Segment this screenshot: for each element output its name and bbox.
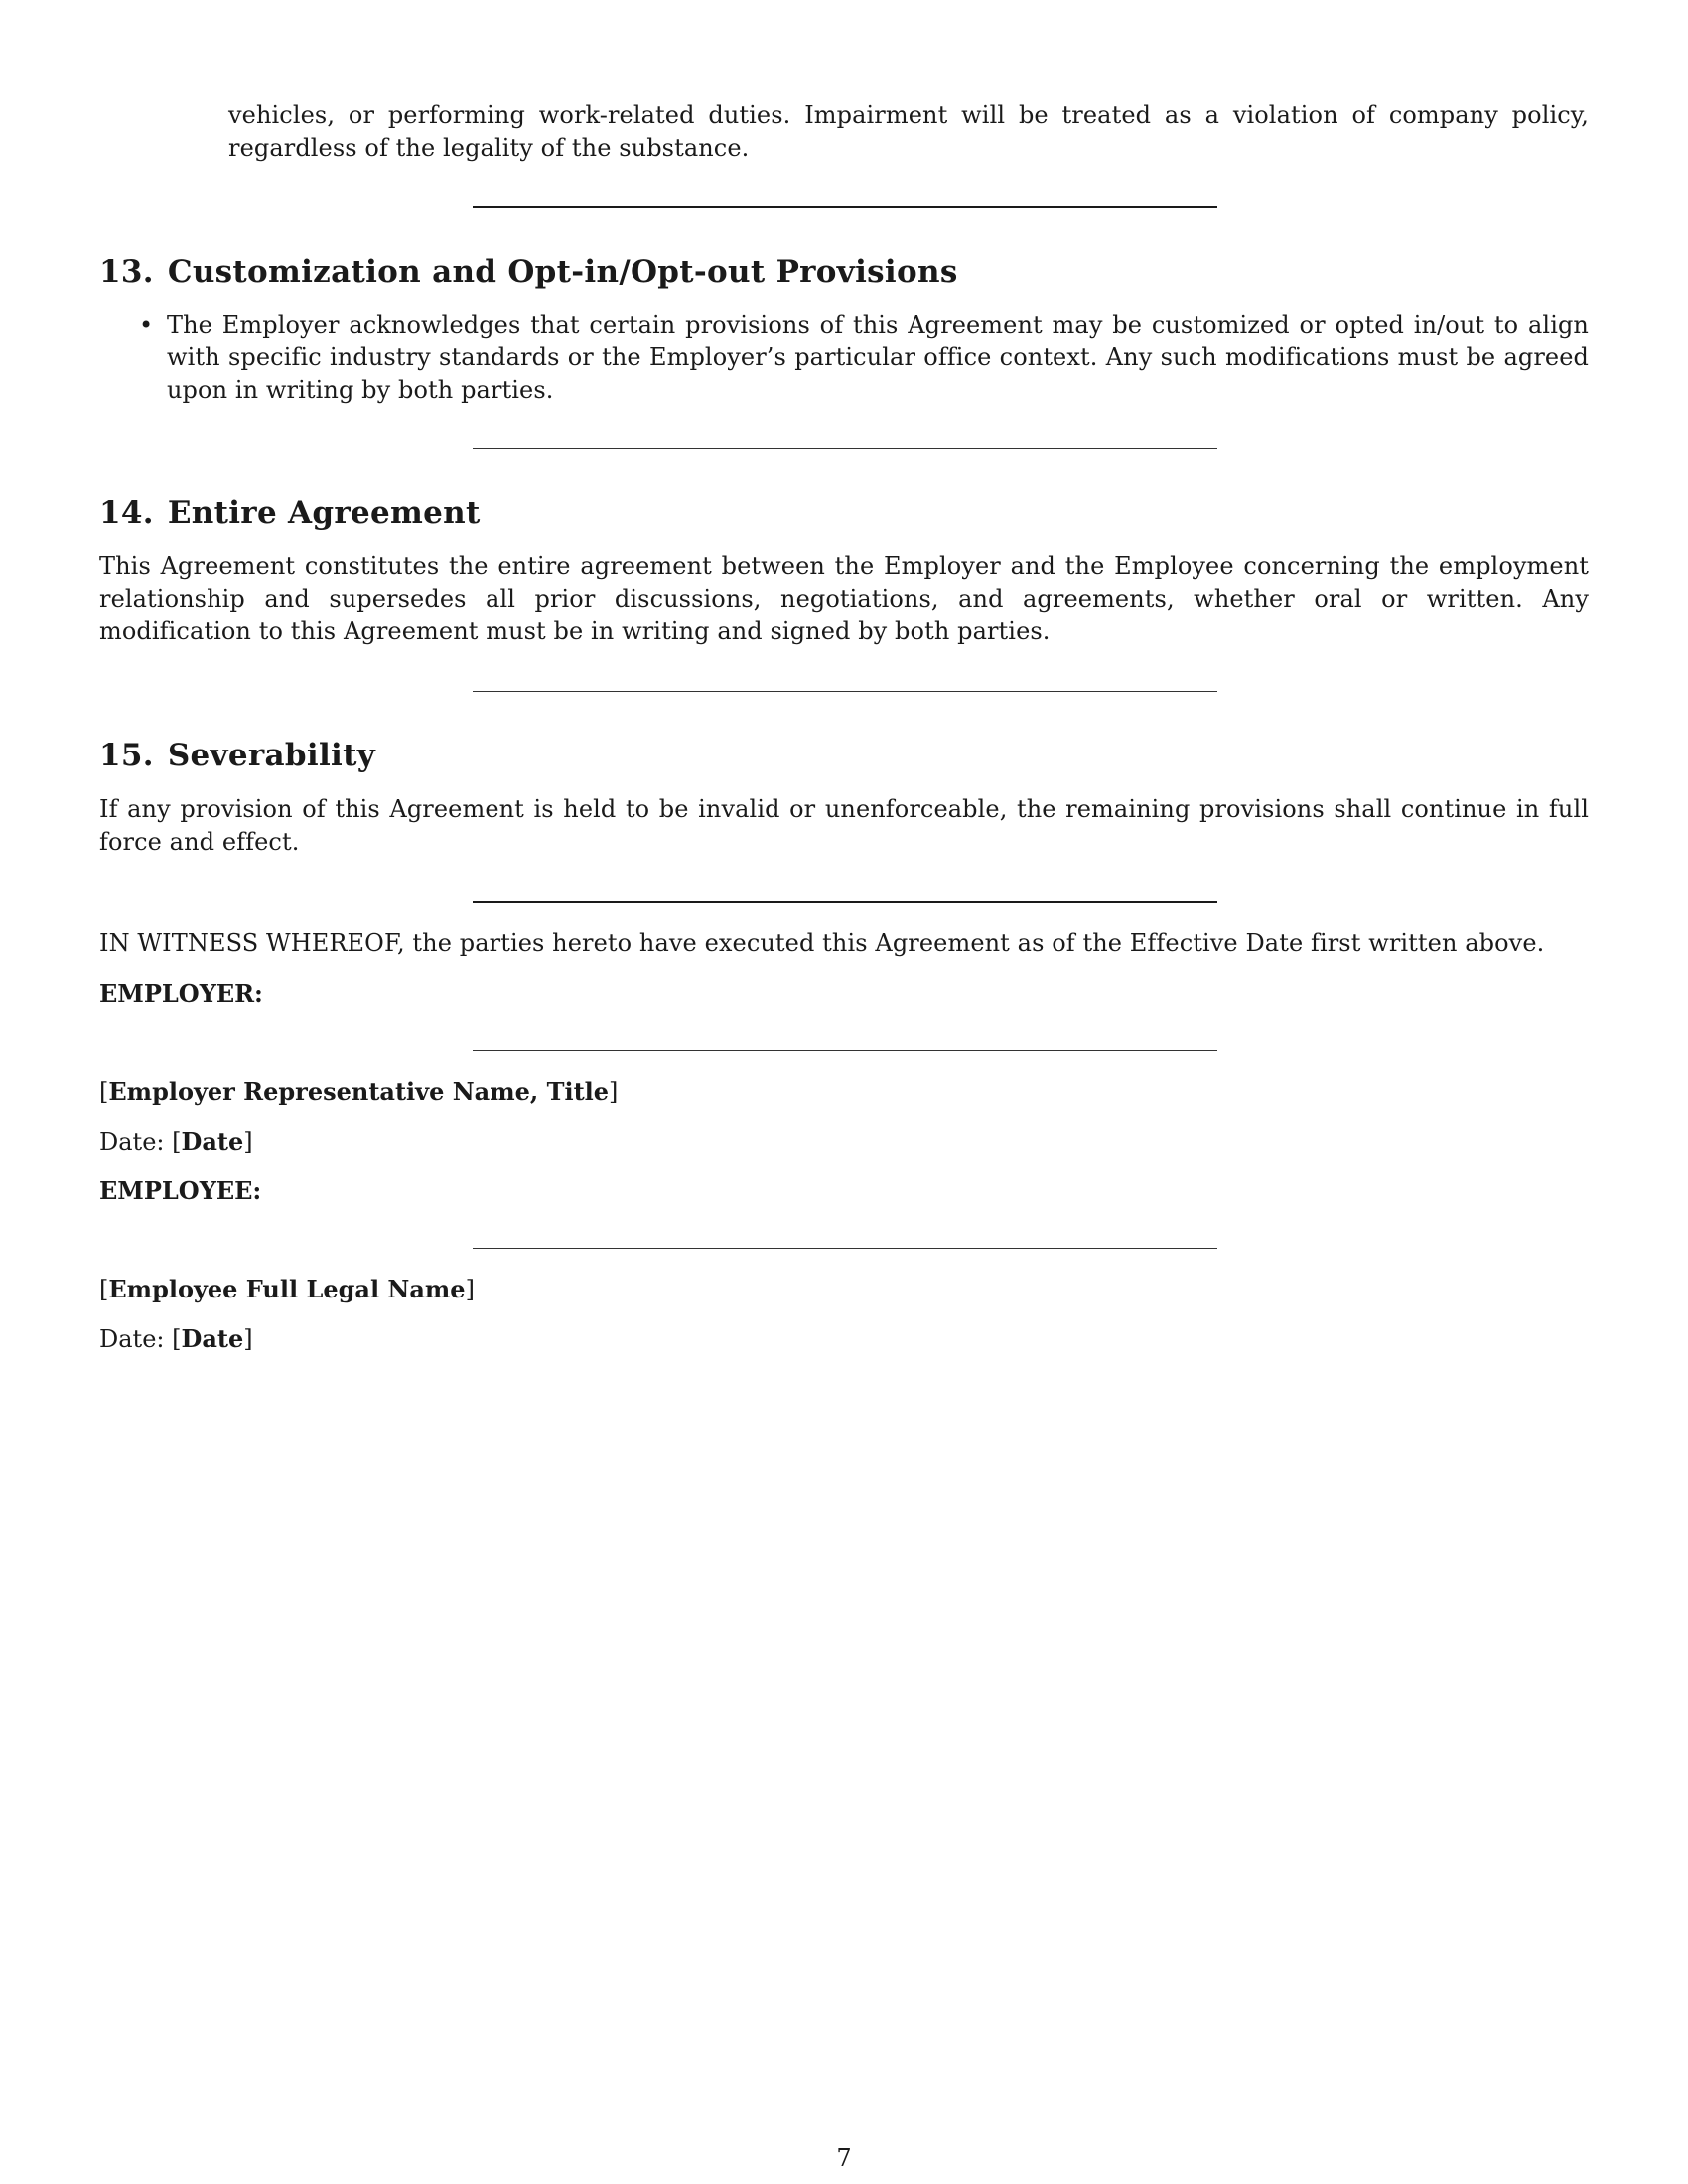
page-number: 7 xyxy=(836,2144,852,2172)
section-title: Customization and Opt-in/Opt-out Provisions xyxy=(167,254,958,290)
bracket: [ xyxy=(172,1128,182,1156)
section-divider xyxy=(473,691,1217,692)
list-item-text: The Employer acknowledges that certain provisions of this Agreement may be customized or opted in/out to align with specific industry standards or the Employer’s particular office context. Any such modifications must be agreed upon in writing by both parties. xyxy=(167,311,1589,404)
employee-signature-line[interactable] xyxy=(473,1248,1217,1249)
date-label: Date: xyxy=(99,1325,165,1353)
employer-heading: EMPLOYER: xyxy=(99,979,263,1008)
employee-name-line xyxy=(99,1273,475,1306)
section-15-body: If any provision of this Agreement is held to be invalid or unenforceable, the remaining provisions shall continue in full force and effect. xyxy=(99,795,1589,856)
employee-date-line xyxy=(99,1322,253,1356)
bracket: ] xyxy=(243,1325,253,1353)
employee-name-placeholder: Employee Full Legal Name xyxy=(108,1275,466,1303)
employer-signature-line[interactable] xyxy=(473,1050,1217,1051)
employer-name-line xyxy=(99,1075,618,1109)
witness-clause: IN WITNESS WHEREOF, the parties hereto have executed this Agreement as of the Effective Date first written above. xyxy=(99,929,1545,957)
section-divider xyxy=(473,901,1217,903)
section-14-body: This Agreement constitutes the entire agreement between the Employer and the Employee concerning the employment relationship and supersedes all prior discussions, negotiations, and agreements, whether oral or written. Any modification to this Agreement must be in writing and signed by both parties. xyxy=(99,552,1589,645)
employee-heading: EMPLOYEE: xyxy=(99,1176,262,1205)
section-divider xyxy=(473,206,1217,208)
section-number: 14. xyxy=(99,495,154,531)
employer-name-placeholder: Employer Representative Name, Title xyxy=(108,1077,610,1106)
continuation-paragraph: vehicles, or performing work-related duties. Impairment will be treated as a violation of company policy, regardless of the legality of the substance. xyxy=(228,101,1589,162)
section-13-list xyxy=(99,309,1589,407)
section-title: Entire Agreement xyxy=(167,495,481,531)
section-heading-13 xyxy=(99,254,958,290)
bracket: ] xyxy=(243,1128,253,1156)
section-number: 13. xyxy=(99,254,154,290)
bracket: ] xyxy=(465,1276,475,1303)
section-number: 15. xyxy=(99,738,154,773)
section-divider xyxy=(473,448,1217,449)
section-title: Severability xyxy=(167,738,376,773)
list-item xyxy=(99,309,1589,407)
employer-date-line xyxy=(99,1125,253,1159)
bracket: [ xyxy=(99,1276,109,1303)
bracket: ] xyxy=(609,1078,619,1106)
section-heading-14 xyxy=(99,495,481,531)
date-label: Date: xyxy=(99,1128,165,1156)
bullet-glyph: • xyxy=(139,311,154,339)
section-heading-15 xyxy=(99,738,375,773)
bracket: [ xyxy=(172,1325,182,1353)
document-page xyxy=(99,0,1589,2184)
employee-date-placeholder: Date xyxy=(181,1324,244,1353)
employer-date-placeholder: Date xyxy=(181,1127,244,1156)
bracket: [ xyxy=(99,1078,109,1106)
